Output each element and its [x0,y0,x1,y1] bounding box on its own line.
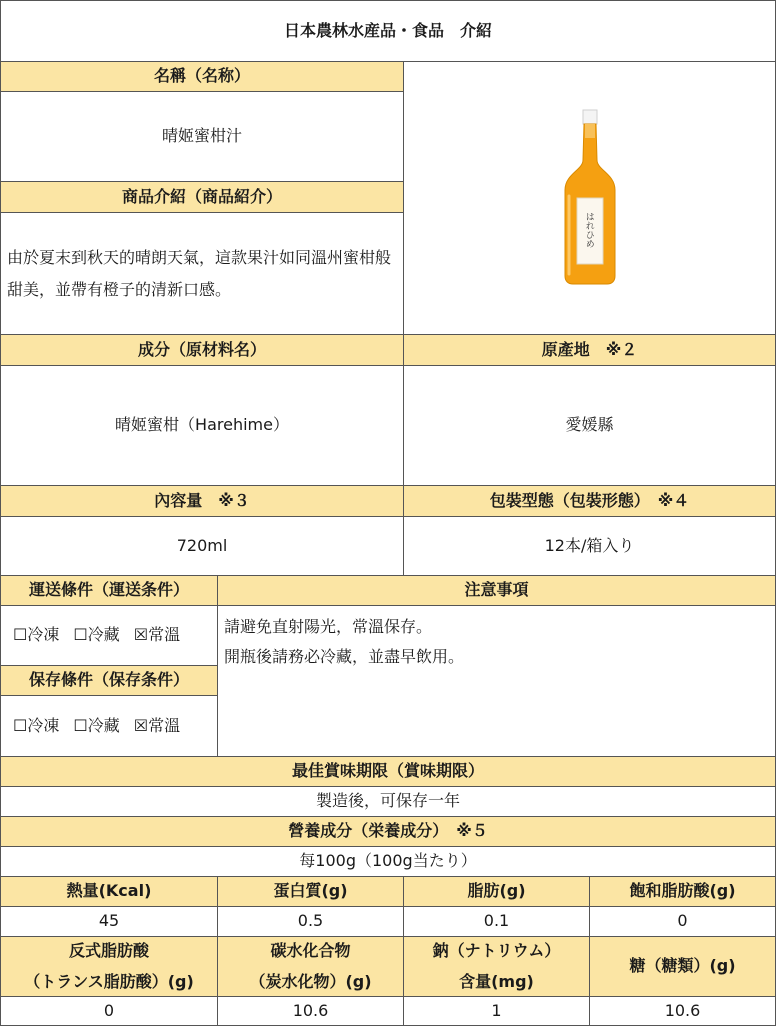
juice-bottle-icon [560,108,620,288]
transport-options [1,606,218,666]
nutrition-header: 營養成分（栄養成分） ※５ [1,817,776,847]
nutrition-col-carbohydrate [218,937,404,997]
storage-options [1,696,218,757]
nutrition-sodium-value: 1 [404,997,590,1026]
nutrition-trans-fat-value: 0 [1,997,218,1026]
content-value: 720ml [1,517,404,576]
trans-fat-label: 反式脂肪酸 [68,941,149,961]
intro-header: 商品介紹（商品紹介） [1,182,404,213]
nutrition-col-energy: 熱量(Kcal) [1,877,218,907]
nutrition-sugar-value: 10.6 [590,997,776,1026]
carbohydrate-label: 碳水化合物 [270,941,351,961]
nutrition-energy-value: 45 [1,907,218,937]
product-image [404,62,776,335]
nutrition-col-protein: 蛋白質(g) [218,877,404,907]
notes-header: 注意事項 [218,576,776,606]
storage-header: 保存條件（保存条件） [1,666,218,696]
nutrition-fat-value: 0.1 [404,907,590,937]
packaging-value: 12本/箱入り [404,517,776,576]
sheet-title: 日本農林水産品・食品 介紹 [1,1,776,62]
shelf-life-value: 製造後，可保存一年 [1,787,776,817]
content-header: 內容量 ※３ [1,486,404,517]
transport-header: 運送條件（運送条件） [1,576,218,606]
bottle-label-text: はれひめ [583,212,594,248]
origin-value: 愛媛縣 [404,366,776,486]
carbohydrate-sublabel: （炭水化物）(g) [249,971,372,991]
sodium-label: 鈉（ナトリウム） [432,941,561,961]
nutrition-per: 每100g（100g当たり） [1,847,776,877]
nutrition-saturated-fat-value: 0 [590,907,776,937]
storage-option-chilled: ☐冷藏 [73,715,120,735]
nutrition-col-trans-fat [1,937,218,997]
nutrition-col-sugar [590,937,776,997]
intro-value: 由於夏末到秋天的晴朗天氣，這款果汁如同溫州蜜柑般甜美，並帶有橙子的清新口感。 [1,213,404,335]
transport-option-frozen: ☐冷凍 [13,625,60,645]
notes-body [218,606,776,757]
storage-option-ambient: ☒常溫 [133,715,181,735]
packaging-header: 包裝型態（包裝形態） ※４ [404,486,776,517]
storage-option-frozen: ☐冷凍 [13,715,60,735]
nutrition-col-fat: 脂肪(g) [404,877,590,907]
name-header: 名稱（名称） [1,62,404,92]
name-value: 晴姬蜜柑汁 [1,92,404,182]
ingredients-header: 成分（原材料名） [1,335,404,366]
ingredients-value: 晴姬蜜柑（Harehime） [1,366,404,486]
shelf-life-header: 最佳賞味期限（賞味期限） [1,757,776,787]
origin-header: 原產地 ※２ [404,335,776,366]
nutrition-col-sodium [404,937,590,997]
sugar-label: 糖（糖類）(g) [629,956,736,976]
sodium-sublabel: 含量(mg) [459,971,534,991]
nutrition-protein-value: 0.5 [218,907,404,937]
notes-line: 請避免直射陽光，常溫保存。 [224,617,433,636]
transport-option-chilled: ☐冷藏 [73,625,120,645]
nutrition-carbohydrate-value: 10.6 [218,997,404,1026]
transport-option-ambient: ☒常溫 [133,625,181,645]
notes-line: 開瓶後請務必冷藏，並盡早飲用。 [224,647,465,667]
trans-fat-sublabel: （トランス脂肪酸）(g) [24,971,194,991]
nutrition-col-saturated-fat: 飽和脂肪酸(g) [590,877,776,907]
